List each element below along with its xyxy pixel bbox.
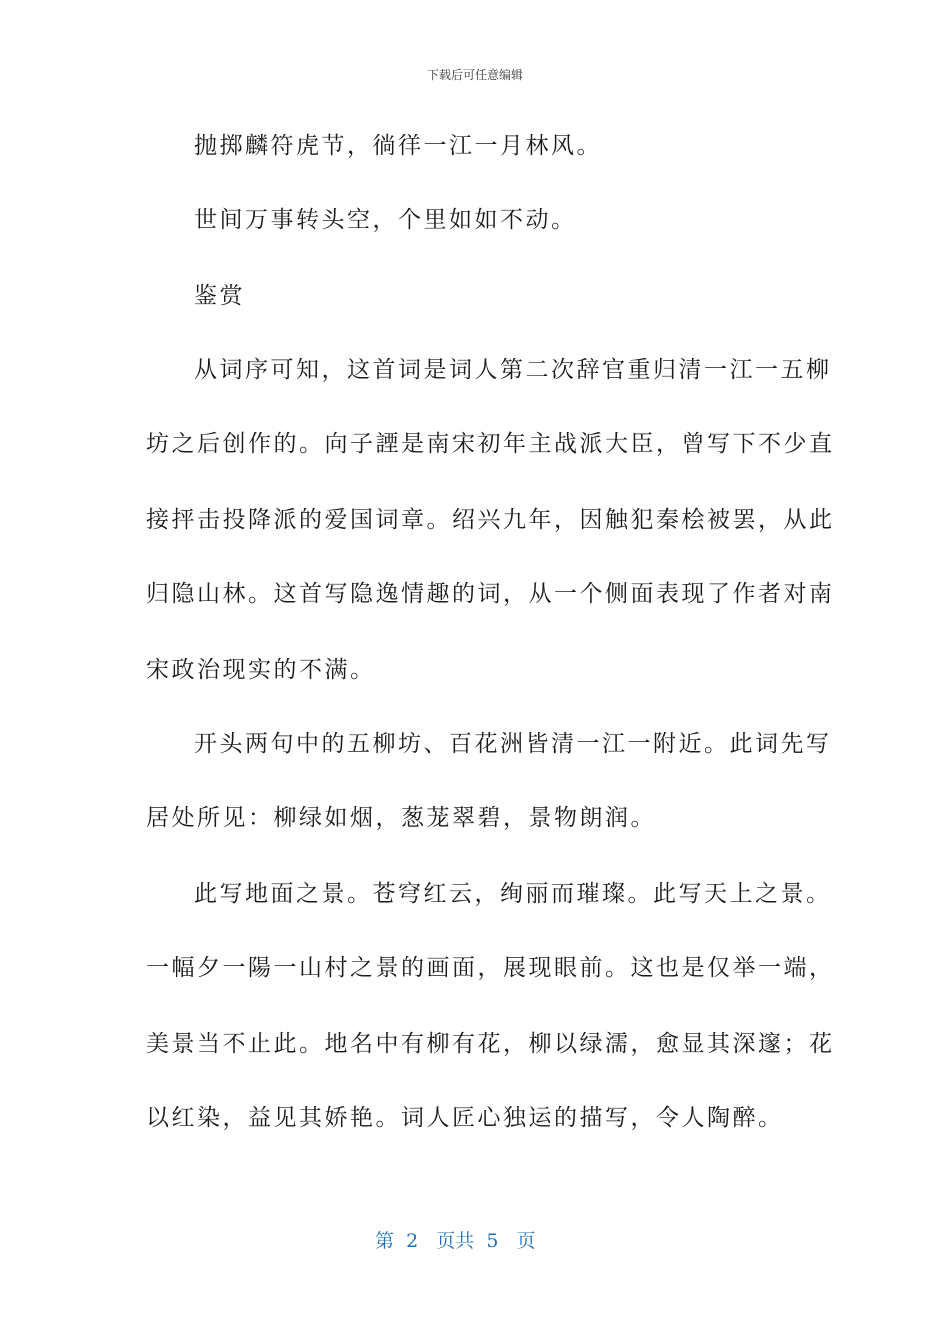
text-line: 接抨击投降派的爱国词章。绍兴九年，因触犯秦桧被罢，从此 — [146, 507, 835, 533]
text-line: 以红染，益见其娇艳。词人匠心独运的描写，令人陶醉。 — [146, 1105, 784, 1131]
page-number-footer: 第 2 页共 5 页 — [375, 1230, 536, 1252]
text-line: 世间万事转头空，个里如如不动。 — [194, 207, 577, 233]
text-line: 抛掷麟符虎节，徜徉一江一月林风。 — [194, 133, 602, 159]
text-line: 居处所见：柳绿如烟，葱茏翠碧，景物朗润。 — [146, 805, 656, 831]
text-line: 此写地面之景。苍穹红云，绚丽而璀璨。此写天上之景。 — [194, 881, 832, 907]
text-line: 开头两句中的五柳坊、百花洲皆清一江一附近。此词先写 — [194, 731, 832, 757]
text-line: 一幅夕一陽一山村之景的画面，展现眼前。这也是仅举一端， — [146, 955, 835, 981]
text-line: 宋政治现实的不满。 — [146, 657, 376, 683]
text-line: 归隐山林。这首写隐逸情趣的词，从一个侧面表现了作者对南 — [146, 581, 835, 607]
text-line: 从词序可知，这首词是词人第二次辞官重归清一江一五柳 — [194, 357, 832, 383]
text-line: 美景当不止此。地名中有柳有花，柳以绿濡，愈显其深邃；花 — [146, 1031, 835, 1057]
page-header: 下载后可任意编辑 — [426, 68, 523, 82]
section-heading: 鉴赏 — [194, 283, 245, 309]
text-line: 坊之后创作的。向子諲是南宋初年主战派大臣，曾写下不少直 — [146, 431, 835, 457]
